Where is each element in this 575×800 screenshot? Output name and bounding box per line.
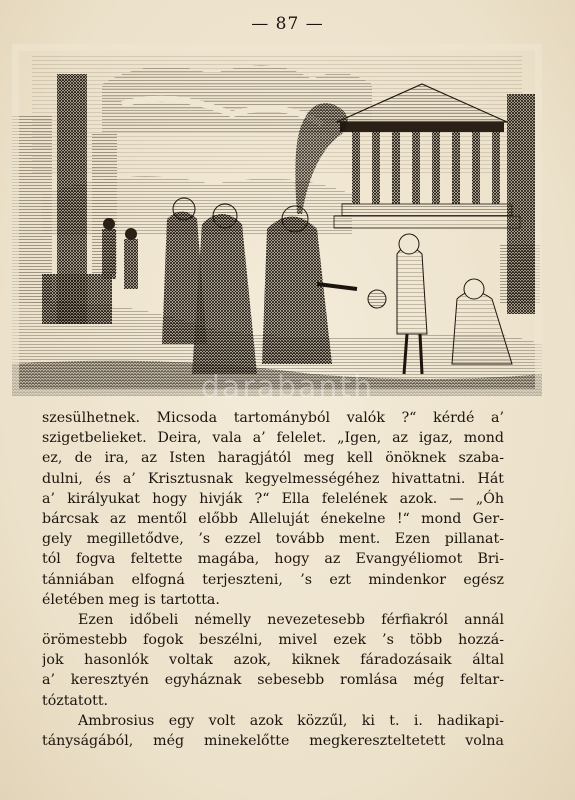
text-line: szigetbelieket. Deira, vala a’ felelet. „Igen, az igaz, mond	[42, 430, 504, 447]
text-line: tól fogva feltette magába, hogy az Evangyéliomot Bri-	[42, 551, 504, 568]
page-number: — 87 —	[251, 14, 324, 34]
text-line: a’ királyukat hogy hivják ?“ Ella felelének azok. — „Óh	[42, 490, 504, 507]
text-line: Ezen időbeli némelly nevezetesebb férfiakról annál	[78, 611, 504, 628]
text-line: örömestebb fogok beszélni, mivel ezek ’s több hozzá-	[42, 632, 504, 649]
text-line: a’ keresztyén egyháznak sebesebb romlása még feltar-	[42, 672, 504, 689]
text-line: tánniában elfogná terjeszteni, ’s ezt mindenkor egész	[42, 571, 504, 588]
text-line: ez, de ira, az Isten haragjától meg kell önöknek szaba-	[42, 450, 504, 467]
body-text	[42, 408, 504, 751]
text-line: jok hasonlók voltak azok, kiknek fáradozásaik által	[42, 652, 504, 669]
text-line: szesülhetnek. Micsoda tartományból valók ?“ kérdé a’	[42, 410, 504, 426]
text-line: tóztatott.	[42, 692, 109, 709]
engraving-illustration	[12, 44, 542, 396]
text-line: gely megilletődve, ’s ezzel tovább ment. Ezen pillanat-	[42, 531, 504, 548]
text-line: dulni, és a’ Krisztusnak kegyelmességéhez hivattatni. Hát	[42, 470, 504, 487]
text-line: tányságából, még minekelőtte megkereszteltetett volna	[42, 733, 504, 749]
text-line: bárcsak az mentől előbb Alleluját énekelne !“ mond Ger-	[42, 510, 504, 527]
watermark: darabanth	[200, 370, 375, 405]
text-line: életében meg is tartotta.	[42, 591, 220, 608]
text-line: Ambrosius egy volt azok közzűl, ki t. i. hadikapi-	[78, 712, 504, 729]
